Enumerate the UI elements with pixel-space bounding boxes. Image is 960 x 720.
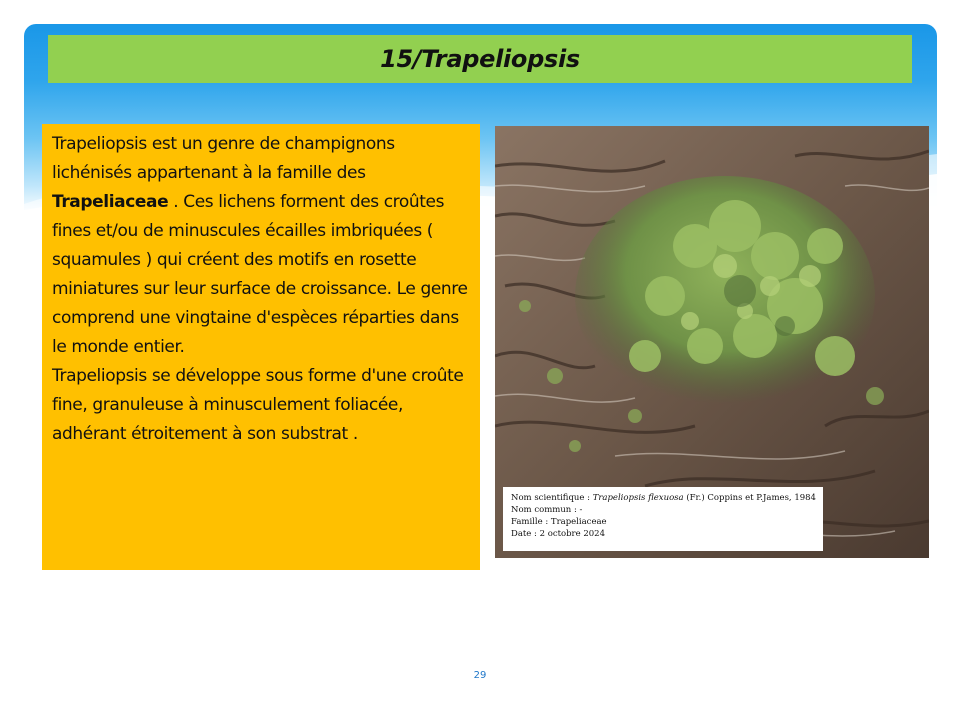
page-number: 29 bbox=[473, 670, 487, 681]
description-paragraph-2: Trapeliopsis se développe sous forme d'une croûte fine, granuleuse à minusculement foliacée, adhérant étroitement à son substrat . bbox=[52, 366, 464, 444]
photo-caption bbox=[503, 487, 823, 551]
family-name-bold: Trapeliaceae bbox=[52, 192, 169, 212]
caption-date: Date : 2 octobre 2024 bbox=[511, 529, 605, 539]
caption-common-name: Nom commun : - bbox=[511, 505, 583, 515]
description-p1-start: Trapeliopsis est un genre de champignons lichénisés appartenant à la famille des bbox=[52, 134, 395, 183]
slide-title: 15/Trapeliopsis bbox=[380, 45, 580, 73]
lichen-photo bbox=[495, 126, 929, 558]
title-bar bbox=[48, 35, 912, 83]
description-panel bbox=[42, 124, 480, 570]
caption-family: Famille : Trapeliaceae bbox=[511, 517, 607, 527]
caption-scientific-name: Nom scientifique : Trapeliopsis flexuosa (Fr.) Coppins et P.James, 1984 bbox=[511, 493, 816, 503]
description-paragraph-1 bbox=[52, 130, 470, 362]
description-p1-end: . Ces lichens forment des croûtes fines et/ou de minuscules écailles imbriquées ( squamules ) qui créent des motifs en rosette miniatures sur leur surface de croissance. Le genre comprend une vingtaine d'espèces réparties dans le monde entier. bbox=[52, 192, 468, 357]
